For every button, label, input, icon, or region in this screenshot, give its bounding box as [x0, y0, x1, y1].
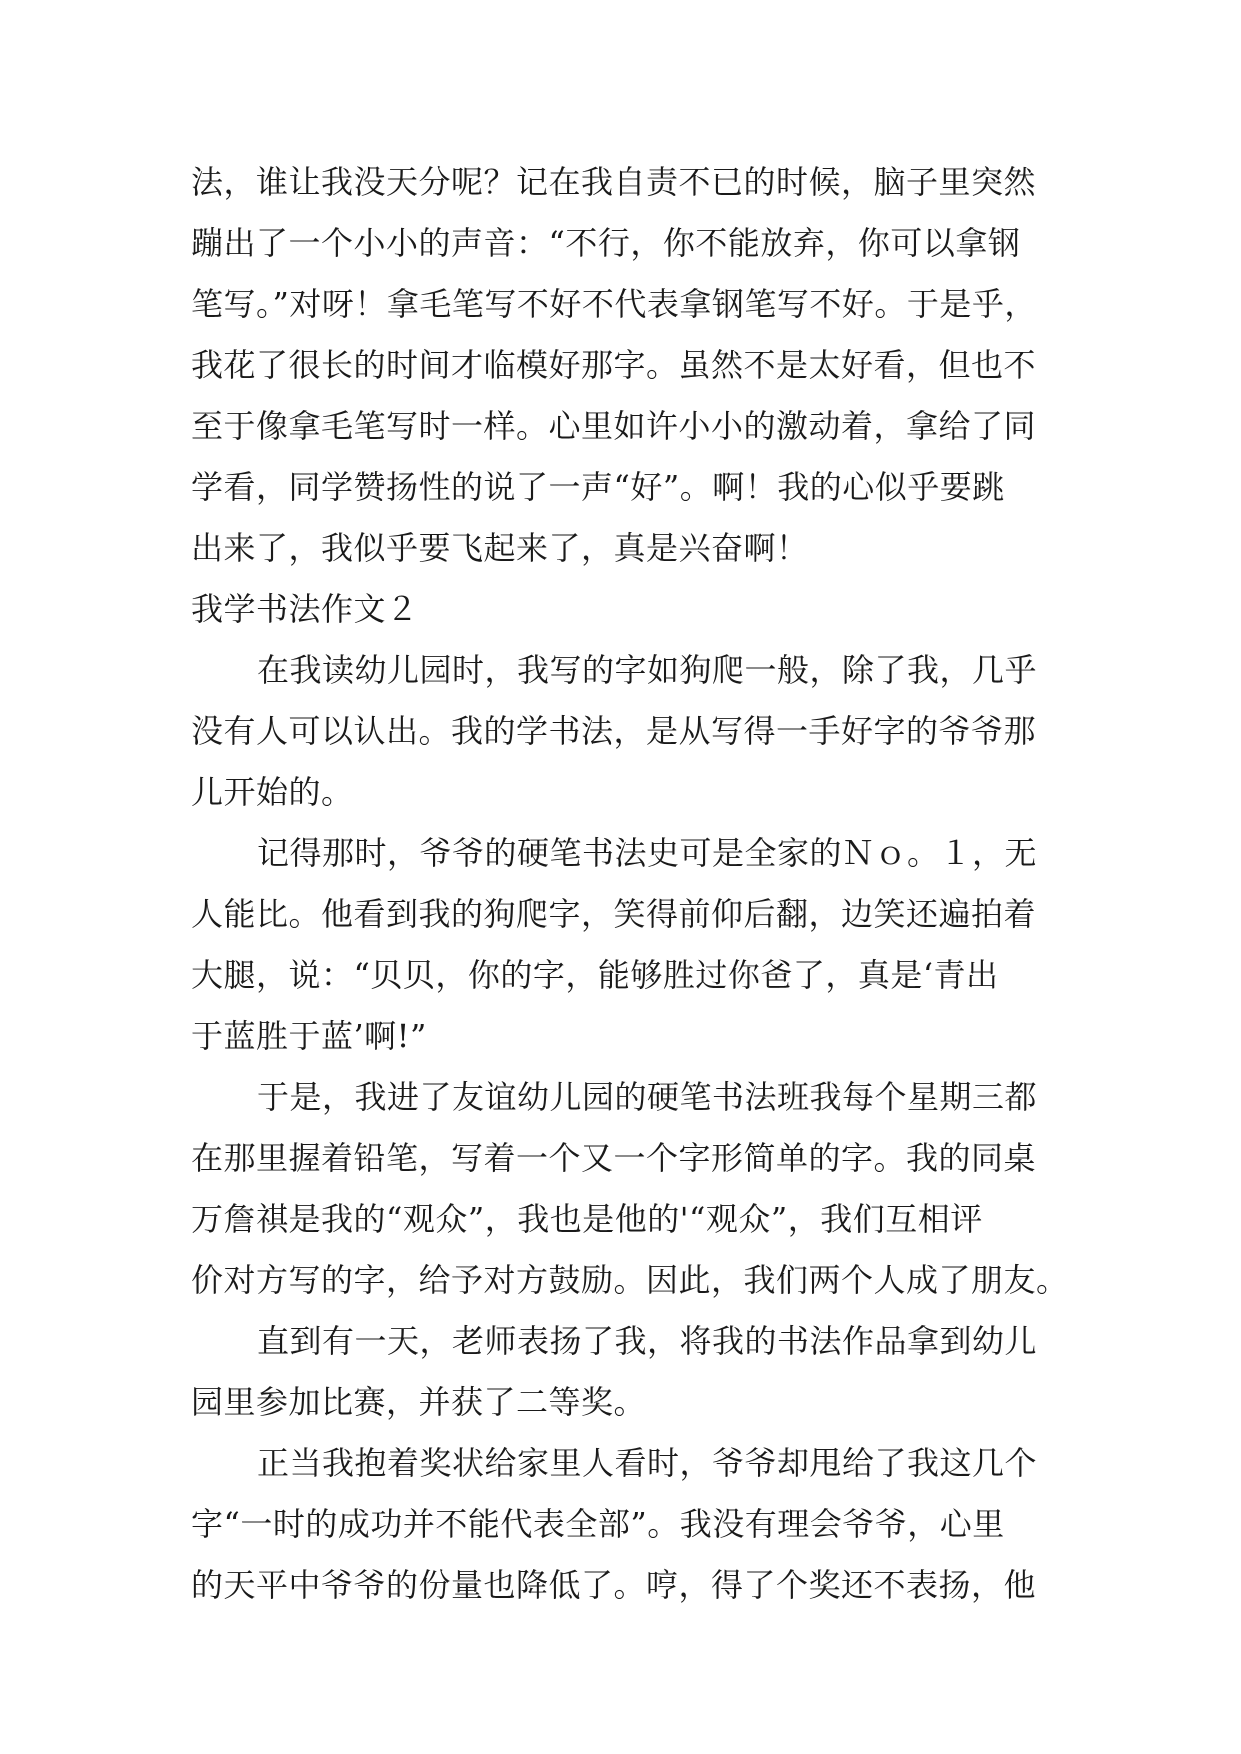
text-line: 法，谁让我没天分呢？记在我自责不已的时候，脑子里突然	[191, 163, 1037, 201]
section-heading: 我学书法作文２	[191, 590, 419, 628]
text-line: 儿开始的。	[191, 773, 354, 811]
text-line: 价对方写的字，给予对方鼓励。因此，我们两个人成了朋友。	[191, 1261, 1069, 1299]
text-line: 记得那时，爷爷的硬笔书法史可是全家的Ｎｏ。１，无	[257, 834, 1038, 872]
text-line: 直到有一天，老师表扬了我，将我的书法作品拿到幼儿	[257, 1322, 1038, 1360]
text-line: 学看，同学赞扬性的说了一声“好”。啊！我的心似乎要跳	[191, 468, 1005, 506]
text-line: 出来了，我似乎要飞起来了，真是兴奋啊！	[191, 529, 809, 567]
text-line: 在我读幼儿园时，我写的字如狗爬一般，除了我，几乎	[257, 651, 1038, 689]
text-line: 字“一时的成功并不能代表全部”。我没有理会爷爷，心里	[191, 1505, 1005, 1543]
text-line: 蹦出了一个小小的声音：“不行，你不能放弃，你可以拿钢	[191, 224, 1021, 262]
text-line: 的天平中爷爷的份量也降低了。哼，得了个奖还不表扬，他	[191, 1566, 1037, 1604]
text-line: 大腿，说：“贝贝，你的字，能够胜过你爸了，真是‘青出	[191, 956, 999, 994]
text-line: 在那里握着铅笔，写着一个又一个字形简单的字。我的同桌	[191, 1139, 1037, 1177]
text-line: 园里参加比赛，并获了二等奖。	[191, 1383, 647, 1421]
text-line: 于蓝胜于蓝’啊!”	[191, 1017, 427, 1055]
text-line: 人能比。他看到我的狗爬字，笑得前仰后翻，边笑还遍拍着	[191, 895, 1037, 933]
text-line: 正当我抱着奖状给家里人看时，爷爷却甩给了我这几个	[257, 1444, 1038, 1482]
text-line: 我花了很长的时间才临模好那字。虽然不是太好看，但也不	[191, 346, 1037, 384]
text-line: 万詹祺是我的“观众”，我也是他的'“观众”，我们互相评	[191, 1200, 983, 1238]
text-line: 没有人可以认出。我的学书法，是从写得一手好字的爷爷那	[191, 712, 1037, 750]
text-line: 于是，我进了友谊幼儿园的硬笔书法班我每个星期三都	[257, 1078, 1038, 1116]
text-line: 至于像拿毛笔写时一样。心里如许小小的激动着，拿给了同	[191, 407, 1037, 445]
text-line: 笔写。”对呀！拿毛笔写不好不代表拿钢笔写不好。于是乎，	[191, 285, 1037, 323]
